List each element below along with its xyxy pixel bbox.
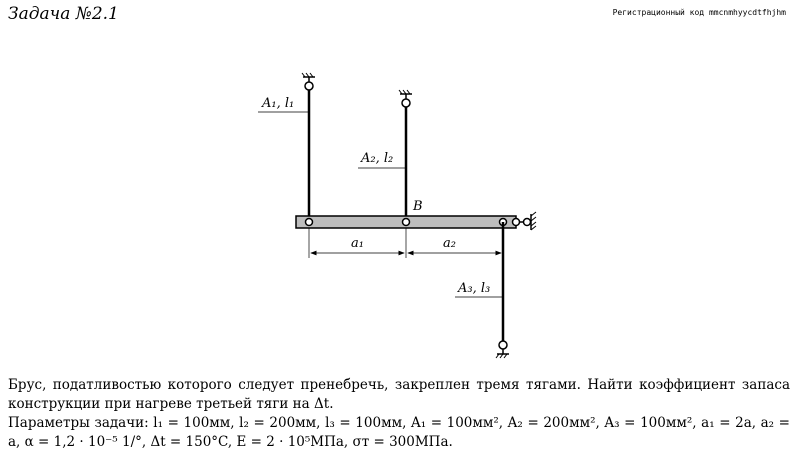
dim-a1-label: a₁ — [351, 236, 364, 251]
rod-3-label: A₃, l₃ — [458, 281, 491, 296]
problem-parameters: Параметры задачи: l₁ = 100мм, l₂ = 200мм, l₃ = 100мм, A₁ = 100мм², A₂ = 200мм², A₃ = 100мм², a₁ = 2a, a₂ = a, α = 1,2 · 10⁻⁵ 1/°, Δt = 150°C, E = 2 · 10⁵МПа, σт = 300МПа. — [8, 415, 790, 450]
rod-2-label: A₂, l₂ — [361, 151, 394, 166]
dim-a2-label: a₂ — [443, 236, 456, 251]
problem-text — [8, 376, 790, 452]
problem-statement: Брус, податливостью которого следует пренебречь, закреплен тремя тягами. Найти коэффициент запаса конструкции при нагреве третьей тяги на Δt. — [8, 377, 790, 412]
rod-1-label: A₁, l₁ — [262, 96, 295, 111]
task-title: Задача №2.1 — [8, 4, 119, 24]
point-b-label: B — [413, 199, 423, 214]
registration-code: Регистрационный код mmcnmhyycdtfhjhm — [612, 8, 786, 17]
dimension-lines — [309, 228, 501, 258]
